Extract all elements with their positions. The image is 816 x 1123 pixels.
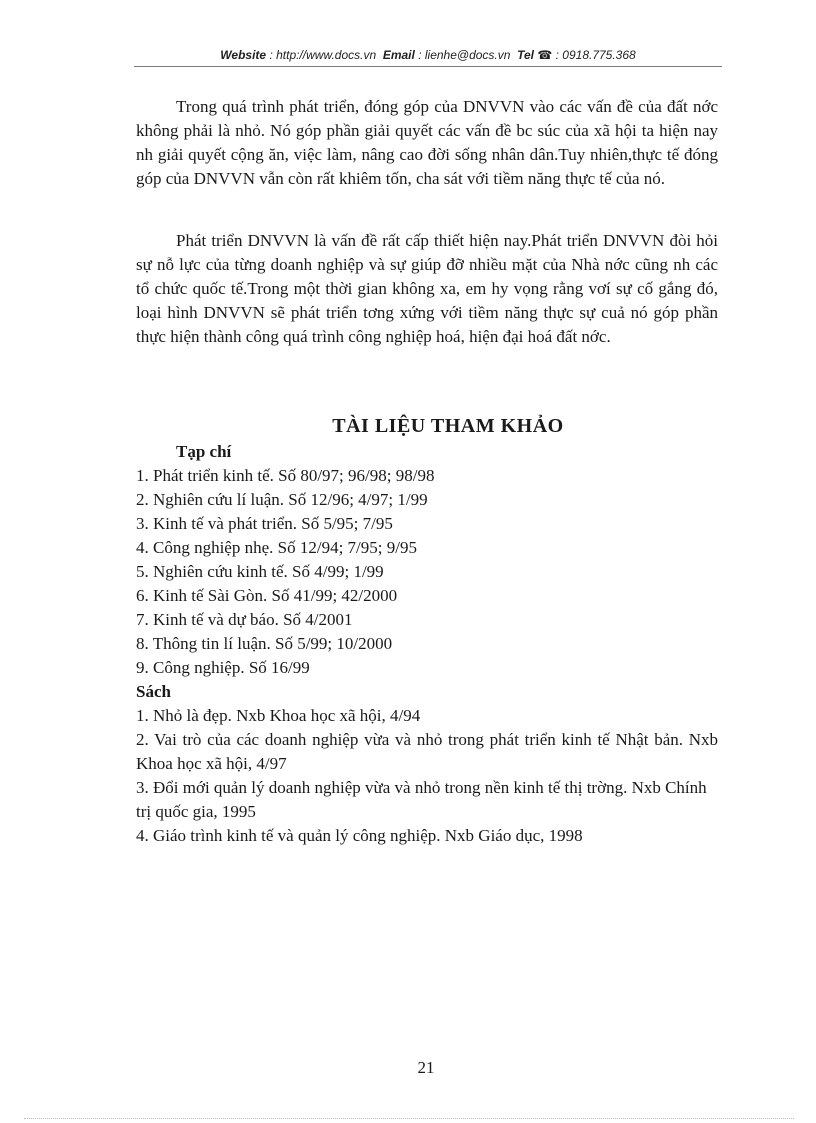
journal-item: 2. Nghiên cứu lí luận. Số 12/96; 4/97; 1/99 [136, 490, 428, 509]
tel-label: Tel ☎ [517, 48, 553, 62]
journal-item: 3. Kinh tế và phát triển. Số 5/95; 7/95 [136, 514, 393, 533]
journal-item: 9. Công nghiệp. Số 16/99 [136, 658, 310, 677]
book-item: 1. Nhỏ là đẹp. Nxb Khoa học xã hội, 4/94 [136, 706, 421, 725]
website-value: : http://www.docs.vn [269, 48, 377, 62]
email-label: Email [382, 48, 415, 62]
book-item: 3. Đổi mới quản lý doanh nghiệp vừa và nhỏ trong nền kinh tế thị trờng. Nxb Chính trị quốc gia, 1995 [136, 778, 707, 821]
website-label: Website [220, 48, 267, 62]
books-heading: Sách [136, 682, 171, 701]
journal-item: 6. Kinh tế Sài Gòn. Số 41/99; 42/2000 [136, 586, 398, 605]
journal-item: 7. Kinh tế và dự báo. Số 4/2001 [136, 610, 353, 629]
journal-item: 1. Phát triển kinh tế. Số 80/97; 96/98; 98/98 [136, 466, 435, 485]
body-paragraph-2: Phát triển DNVVN là vấn đề rất cấp thiết hiện nay.Phát triển DNVVN đòi hỏi sự nỗ lực của từng doanh nghiệp và sự giúp đỡ nhiều mặt của Nhà nớc cũng nh các tổ chức quốc tế.Trong một thời gian không xa, em hy vọng rằng vơí sự cố gắng đó, loại hình DNVVN sẽ phát triển tơng xứng với tiềm năng thực sự cuả nó góp phần thực hiện thành công quá trình công nghiệp hoá, hiện đại hoá đất nớc. [136, 231, 718, 346]
page-number: 21 [417, 1058, 435, 1077]
book-item: 2. Vai trò của các doanh nghiệp vừa và nhỏ trong phát triển kinh tế Nhật bản. Nxb Khoa học xã hội, 4/97 [136, 730, 718, 773]
page-header [134, 48, 722, 62]
references-title: TÀI LIỆU THAM KHẢO [332, 415, 564, 437]
journal-item: 8. Thông tin lí luận. Số 5/99; 10/2000 [136, 634, 393, 653]
journal-item: 4. Công nghiệp nhẹ. Số 12/94; 7/95; 9/95 [136, 538, 417, 557]
journals-heading: Tạp chí [176, 442, 232, 461]
journal-item: 5. Nghiên cứu kinh tế. Số 4/99; 1/99 [136, 562, 384, 581]
footer-divider [24, 1118, 794, 1119]
email-value: : lienhe@docs.vn [418, 48, 511, 62]
references-list [136, 440, 718, 848]
tel-value: : 0918.775.368 [555, 48, 636, 62]
header-divider [134, 66, 722, 67]
body-paragraph-1: Trong quá trình phát triển, đóng góp của DNVVN vào các vấn đề của đất nớc không phải là nhỏ. Nó góp phần giải quyết các vấn đề bc súc của xã hội ta hiện nay nh giải quyết cộng ăn, việc làm, nâng cao đời sống nhân dân.Tuy nhiên,thực tế đóng góp của DNVVN vẫn còn rất khiêm tốn, cha sát với tiềm năng thực tế của nó. [136, 97, 718, 188]
book-item: 4. Giáo trình kinh tế và quản lý công nghiệp. Nxb Giáo dục, 1998 [136, 826, 583, 845]
